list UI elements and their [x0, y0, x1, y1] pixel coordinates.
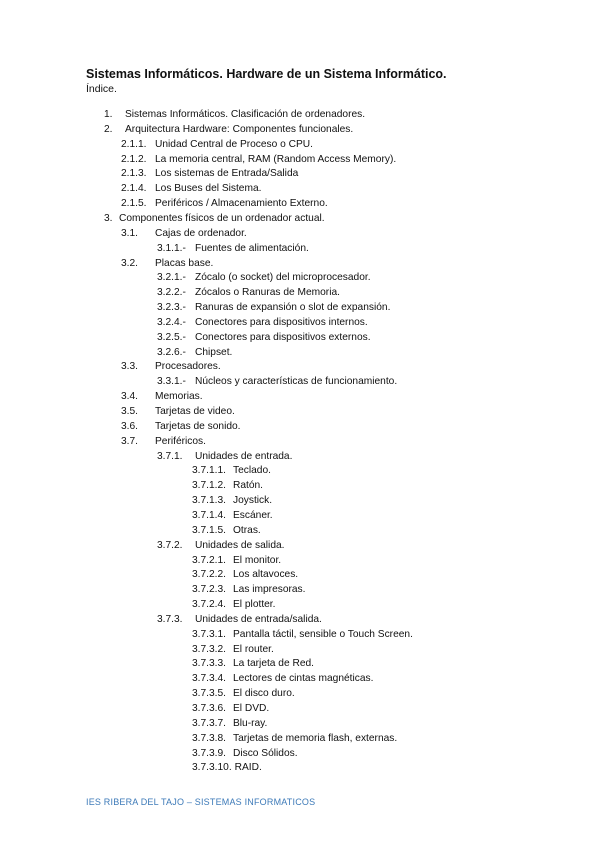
toc-entry-number: 3.2.5.-	[157, 331, 186, 343]
toc-entry	[121, 420, 241, 434]
toc-entry-text: RAID.	[234, 762, 262, 774]
toc-entry	[192, 643, 274, 657]
toc-entry-number: 3.7.3.3.	[192, 658, 226, 670]
toc-entry	[192, 494, 272, 508]
toc-entry-number: 3.2.3.-	[157, 302, 186, 314]
toc-entry-text: Cajas de ordenador.	[155, 227, 247, 239]
toc-entry-number: 2.1.1.	[121, 138, 147, 150]
toc-entry-number: 3.1.1.-	[157, 242, 186, 254]
toc-entry-text: Periféricos.	[155, 435, 206, 447]
toc-entry	[121, 138, 313, 152]
toc-entry-text: Escáner.	[233, 509, 273, 521]
toc-entry-number: 3.7.	[121, 435, 138, 447]
toc-entry-number: 3.4.	[121, 391, 138, 403]
page-footer: IES RIBERA DEL TAJO – SISTEMAS INFORMATICOS	[86, 797, 316, 807]
toc-entry	[157, 316, 368, 330]
toc-entry	[121, 390, 203, 404]
toc-entry-number: 3.2.	[121, 257, 138, 269]
toc-entry	[121, 435, 206, 449]
toc-entry-text: Pantalla táctil, sensible o Touch Screen.	[233, 628, 413, 640]
toc-entry	[192, 598, 275, 612]
toc-entry-number: 3.7.3.7.	[192, 717, 226, 729]
toc-entry	[192, 702, 269, 716]
toc-entry-number: 3.7.2.4.	[192, 599, 226, 611]
toc-entry	[157, 331, 371, 345]
toc-entry	[157, 301, 390, 315]
toc-entry	[192, 628, 413, 642]
toc-entry-text: Periféricos / Almacenamiento Externo.	[155, 198, 328, 210]
toc-entry	[121, 360, 221, 374]
toc-entry	[121, 197, 328, 211]
toc-entry-number: 3.7.2.3.	[192, 584, 226, 596]
toc-entry	[192, 672, 373, 686]
toc-entry	[104, 212, 325, 226]
toc-entry-number: 3.7.2.	[157, 539, 183, 551]
toc-entry-text: Núcleos y características de funcionamiento.	[195, 376, 398, 388]
toc-entry	[192, 554, 281, 568]
toc-entry-text: Los altavoces.	[233, 569, 299, 581]
toc-entry	[192, 687, 295, 701]
toc-entry-text: Joystick.	[233, 495, 273, 507]
toc-entry-number: 3.2.4.-	[157, 316, 186, 328]
toc-entry-text: Otras.	[233, 524, 261, 536]
toc-entry-number: 2.1.3.	[121, 168, 147, 180]
toc-entry-number: 3.7.3.2.	[192, 643, 226, 655]
toc-entry-text: El DVD.	[233, 703, 270, 714]
toc-entry-text: Tarjetas de sonido.	[155, 420, 241, 432]
toc-entry	[192, 657, 314, 671]
toc-entry-number: 3.7.1.	[157, 450, 183, 462]
toc-entry	[157, 271, 371, 285]
toc-entry	[121, 153, 396, 167]
toc-entry	[192, 464, 271, 478]
toc-entry-text: Procesadores.	[155, 361, 221, 373]
toc-entry-number: 3.1.	[121, 227, 138, 239]
toc-entry	[157, 375, 397, 389]
toc-entry-text: Zócalos o Ranuras de Memoria.	[195, 287, 340, 299]
toc-entry-text: Placas base.	[155, 257, 214, 269]
index-heading: Índice.	[86, 83, 117, 95]
toc-entry-text: Arquitectura Hardware: Componentes funcionales.	[125, 123, 354, 135]
toc-entry-text: Lectores de cintas magnéticas.	[233, 673, 374, 685]
toc-entry-number: 3.2.1.-	[157, 272, 186, 284]
toc-entry	[157, 286, 340, 300]
toc-entry-text: Zócalo (o socket) del microprocesador.	[195, 272, 371, 284]
toc-entry	[192, 479, 263, 493]
toc-entry-number: 2.1.5.	[121, 198, 147, 210]
toc-entry-number: 3.7.3.1.	[192, 628, 226, 640]
toc-entry-text: Los Buses del Sistema.	[155, 183, 262, 195]
toc-entry-number: 3.5.	[121, 406, 138, 417]
toc-entry-number: 3.7.1.4.	[192, 509, 226, 521]
toc-entry-text: Ratón.	[233, 480, 264, 492]
toc-entry	[192, 509, 273, 523]
toc-entry	[157, 450, 292, 464]
toc-entry-number: 3.3.	[121, 361, 138, 373]
toc-entry-text: Ranuras de expansión o slot de expansión.	[195, 302, 391, 314]
toc-entry	[192, 568, 298, 582]
toc-entry-number: 1.	[104, 109, 113, 120]
toc-entry-number: 3.7.2.2.	[192, 569, 226, 581]
toc-entry-number: 3.7.3.8.	[192, 732, 226, 744]
toc-entry-number: 3.7.1.2.	[192, 480, 226, 492]
toc-entry-text: La memoria central, RAM (Random Access Memory).	[155, 153, 397, 165]
toc-entry	[192, 761, 262, 775]
toc-entry-text: Unidad Central de Proceso o CPU.	[155, 138, 313, 150]
toc-entry-text: Tarjetas de video.	[155, 406, 235, 417]
document-title: Sistemas Informáticos. Hardware de un Sistema Informático.	[86, 67, 447, 81]
toc-entry	[104, 108, 365, 122]
toc-entry-text: Blu-ray.	[233, 717, 268, 729]
toc-entry	[192, 747, 298, 761]
toc-entry-text: El plotter.	[233, 599, 276, 611]
toc-entry-text: Las impresoras.	[233, 584, 306, 596]
toc-entry-text: Unidades de salida.	[195, 539, 285, 551]
toc-entry-text: Unidades de entrada.	[195, 450, 293, 462]
toc-entry-number: 3.7.3.5.	[192, 688, 226, 700]
toc-entry-number: 3.7.1.1.	[192, 465, 226, 477]
toc-entry-number: 3.2.2.-	[157, 287, 186, 299]
toc-entry-text: La tarjeta de Red.	[233, 658, 314, 670]
toc-entry-text: El router.	[233, 643, 274, 655]
toc-entry	[121, 257, 213, 271]
toc-entry-text: Los sistemas de Entrada/Salida	[155, 168, 299, 180]
toc-entry-text: Componentes físicos de un ordenador actual.	[119, 212, 325, 224]
toc-entry	[121, 182, 261, 196]
toc-entry	[192, 717, 267, 731]
toc-entry-number: 3.7.3.10.	[192, 762, 232, 774]
toc-entry	[121, 167, 298, 181]
toc-entry-text: Disco Sólidos.	[233, 747, 298, 759]
toc-entry	[157, 613, 322, 627]
toc-entry-text: Conectores para dispositivos internos.	[195, 316, 368, 328]
toc-entry-number: 3.7.1.5.	[192, 524, 226, 536]
toc-entry-number: 3.7.3.4.	[192, 673, 226, 685]
toc-entry	[157, 346, 232, 360]
toc-entry-number: 2.1.4.	[121, 183, 147, 195]
toc-entry	[157, 539, 284, 553]
toc-entry	[104, 123, 353, 137]
toc-entry-text: Fuentes de alimentación.	[195, 242, 309, 254]
toc-entry	[157, 242, 309, 256]
toc-entry-number: 3.2.6.-	[157, 346, 186, 358]
toc-entry-text: Memorias.	[155, 391, 203, 403]
toc-entry-text: Conectores para dispositivos externos.	[195, 331, 371, 343]
toc-entry-text: Unidades de entrada/salida.	[195, 613, 322, 625]
toc-entry	[121, 227, 247, 241]
toc-entry-text: Teclado.	[233, 465, 271, 477]
toc-entry	[121, 405, 235, 419]
toc-entry-number: 3.3.1.-	[157, 376, 186, 388]
toc-entry-text: El monitor.	[233, 554, 282, 566]
toc-entry-number: 3.7.1.3.	[192, 495, 226, 507]
toc-entry-number: 2.1.2.	[121, 153, 147, 165]
toc-entry-number: 3.7.3.6.	[192, 703, 226, 714]
toc-entry-number: 3.7.3.9.	[192, 747, 226, 759]
toc-entry-number: 3.6.	[121, 420, 138, 432]
toc-entry	[192, 524, 261, 538]
toc-entry-text: Tarjetas de memoria flash, externas.	[233, 732, 398, 744]
toc-entry-number: 3.7.2.1.	[192, 554, 226, 566]
toc-entry-number: 2.	[104, 123, 113, 135]
toc-entry-text: Chipset.	[195, 346, 233, 358]
toc-entry-number: 3.	[104, 212, 113, 224]
toc-entry-number: 3.7.3.	[157, 613, 183, 625]
toc-entry-text: El disco duro.	[233, 688, 295, 700]
toc-entry	[192, 583, 305, 597]
toc-entry-text: Sistemas Informáticos. Clasificación de ordenadores.	[125, 109, 366, 120]
toc-entry	[192, 732, 397, 746]
